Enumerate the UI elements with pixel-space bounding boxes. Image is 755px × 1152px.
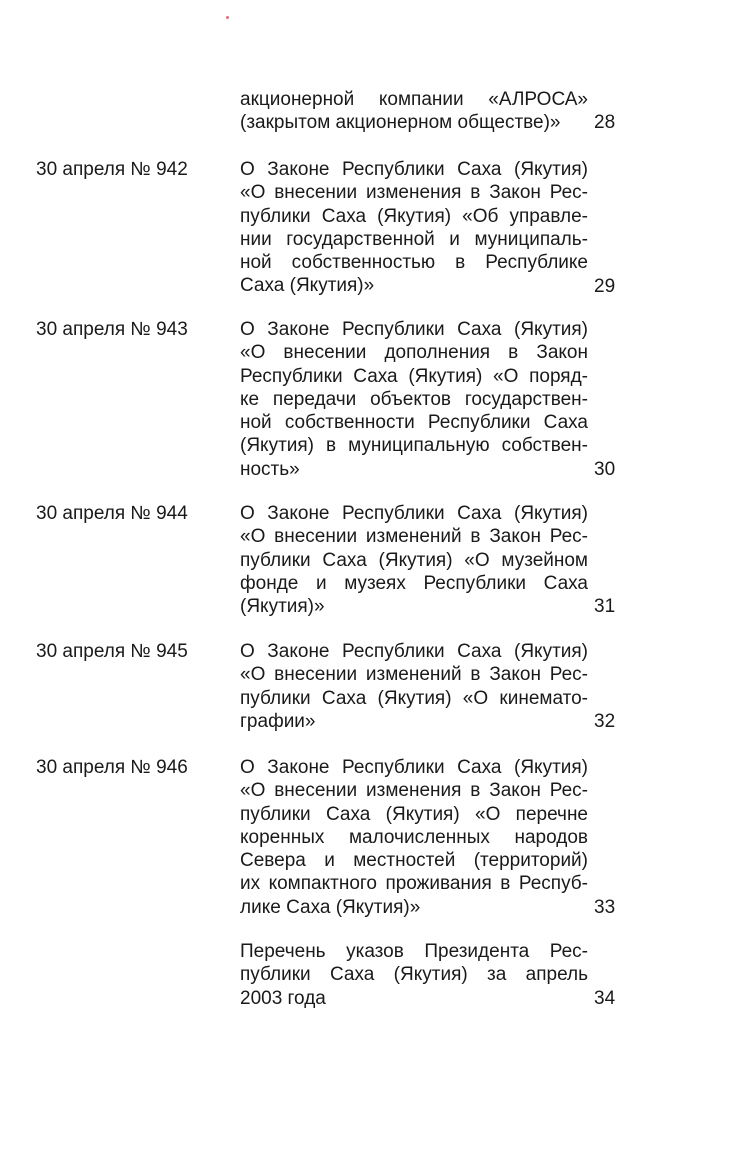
entry-title <box>240 318 588 481</box>
entry-title-line: «О внесении изменения в Закон Рес- <box>240 182 588 204</box>
entry-title-line: «О внесении дополнения в Закон <box>240 342 588 364</box>
entry-title <box>240 640 588 733</box>
entry-page-number: 32 <box>594 710 616 732</box>
entry-title-line: (Якутия)» <box>240 596 325 618</box>
entry-page-number: 33 <box>594 896 616 918</box>
entry-title-line: публики Саха (Якутия) за апрель <box>240 964 588 986</box>
entry-title-line: публики Саха (Якутия) «О кинемато- <box>240 687 588 709</box>
entry-title-line: публики Саха (Якутия) «О перечне <box>240 803 588 825</box>
entry-title <box>240 88 588 135</box>
entry-title-line: лике Саха (Якутия)» <box>240 896 421 918</box>
entry-title-line: ность» <box>240 458 300 480</box>
entry-title-line: их компактного проживания в Респуб- <box>240 873 588 895</box>
entry-title-line: графии» <box>240 710 316 732</box>
entry-title-line: О Законе Республики Саха (Якутия) <box>240 641 588 662</box>
entry-title-line: акционерной компании «АЛРОСА» <box>240 89 588 110</box>
entry-page-number: 29 <box>594 275 616 297</box>
entry-title-line: публики Саха (Якутия) «О музейном <box>240 549 588 571</box>
entry-date: 30 апреля № 944 <box>36 503 188 524</box>
entry-page-number: 34 <box>594 987 616 1009</box>
entry-title-line: фонде и музеях Республики Саха <box>240 572 588 594</box>
scan-speck <box>226 16 229 19</box>
entry-title-line: (закрытом акционерном обществе)» <box>240 112 561 134</box>
entry-title-line: нии государственной и муниципаль- <box>240 228 588 250</box>
entry-title-line: О Законе Республики Саха (Якутия) <box>240 159 588 180</box>
entry-title-line: публики Саха (Якутия) «Об управле- <box>240 205 588 227</box>
entry-title <box>240 158 588 298</box>
entry-title-line: коренных малочисленных народов <box>240 826 588 848</box>
entry-title-line: «О внесении изменений в Закон Рес- <box>240 664 588 686</box>
entry-title-line: О Законе Республики Саха (Якутия) <box>240 757 588 778</box>
entry-title <box>240 756 588 919</box>
entry-title-line: ке передачи объектов государствен- <box>240 388 588 410</box>
entry-title-line: «О внесении изменения в Закон Рес- <box>240 780 588 802</box>
entry-title-line: О Законе Республики Саха (Якутия) <box>240 319 588 340</box>
entry-title-line: Перечень указов Президента Рес- <box>240 941 588 962</box>
entry-title-line: Республики Саха (Якутия) «О поряд- <box>240 365 588 387</box>
entry-date: 30 апреля № 946 <box>36 757 188 778</box>
entry-title-line: «О внесении изменений в Закон Рес- <box>240 526 588 548</box>
entry-page-number: 30 <box>594 458 616 480</box>
entry-title <box>240 502 588 618</box>
entry-title <box>240 940 588 1010</box>
entry-title-line: 2003 года <box>240 987 326 1009</box>
entry-title-line: ной собственности Республики Саха <box>240 412 588 434</box>
entry-date: 30 апреля № 943 <box>36 319 188 340</box>
entry-title-line: Саха (Якутия)» <box>240 275 375 297</box>
entry-title-line: (Якутия) в муниципальную собствен- <box>240 435 588 457</box>
entry-page-number: 31 <box>594 596 616 618</box>
entry-date: 30 апреля № 945 <box>36 641 188 662</box>
entry-title-line: Севера и местностей (территорий) <box>240 850 588 872</box>
entry-page-number: 28 <box>594 112 616 134</box>
entry-title-line: ной собственностью в Республике <box>240 252 588 274</box>
entry-date: 30 апреля № 942 <box>36 159 188 180</box>
entry-title-line: О Законе Республики Саха (Якутия) <box>240 503 588 524</box>
